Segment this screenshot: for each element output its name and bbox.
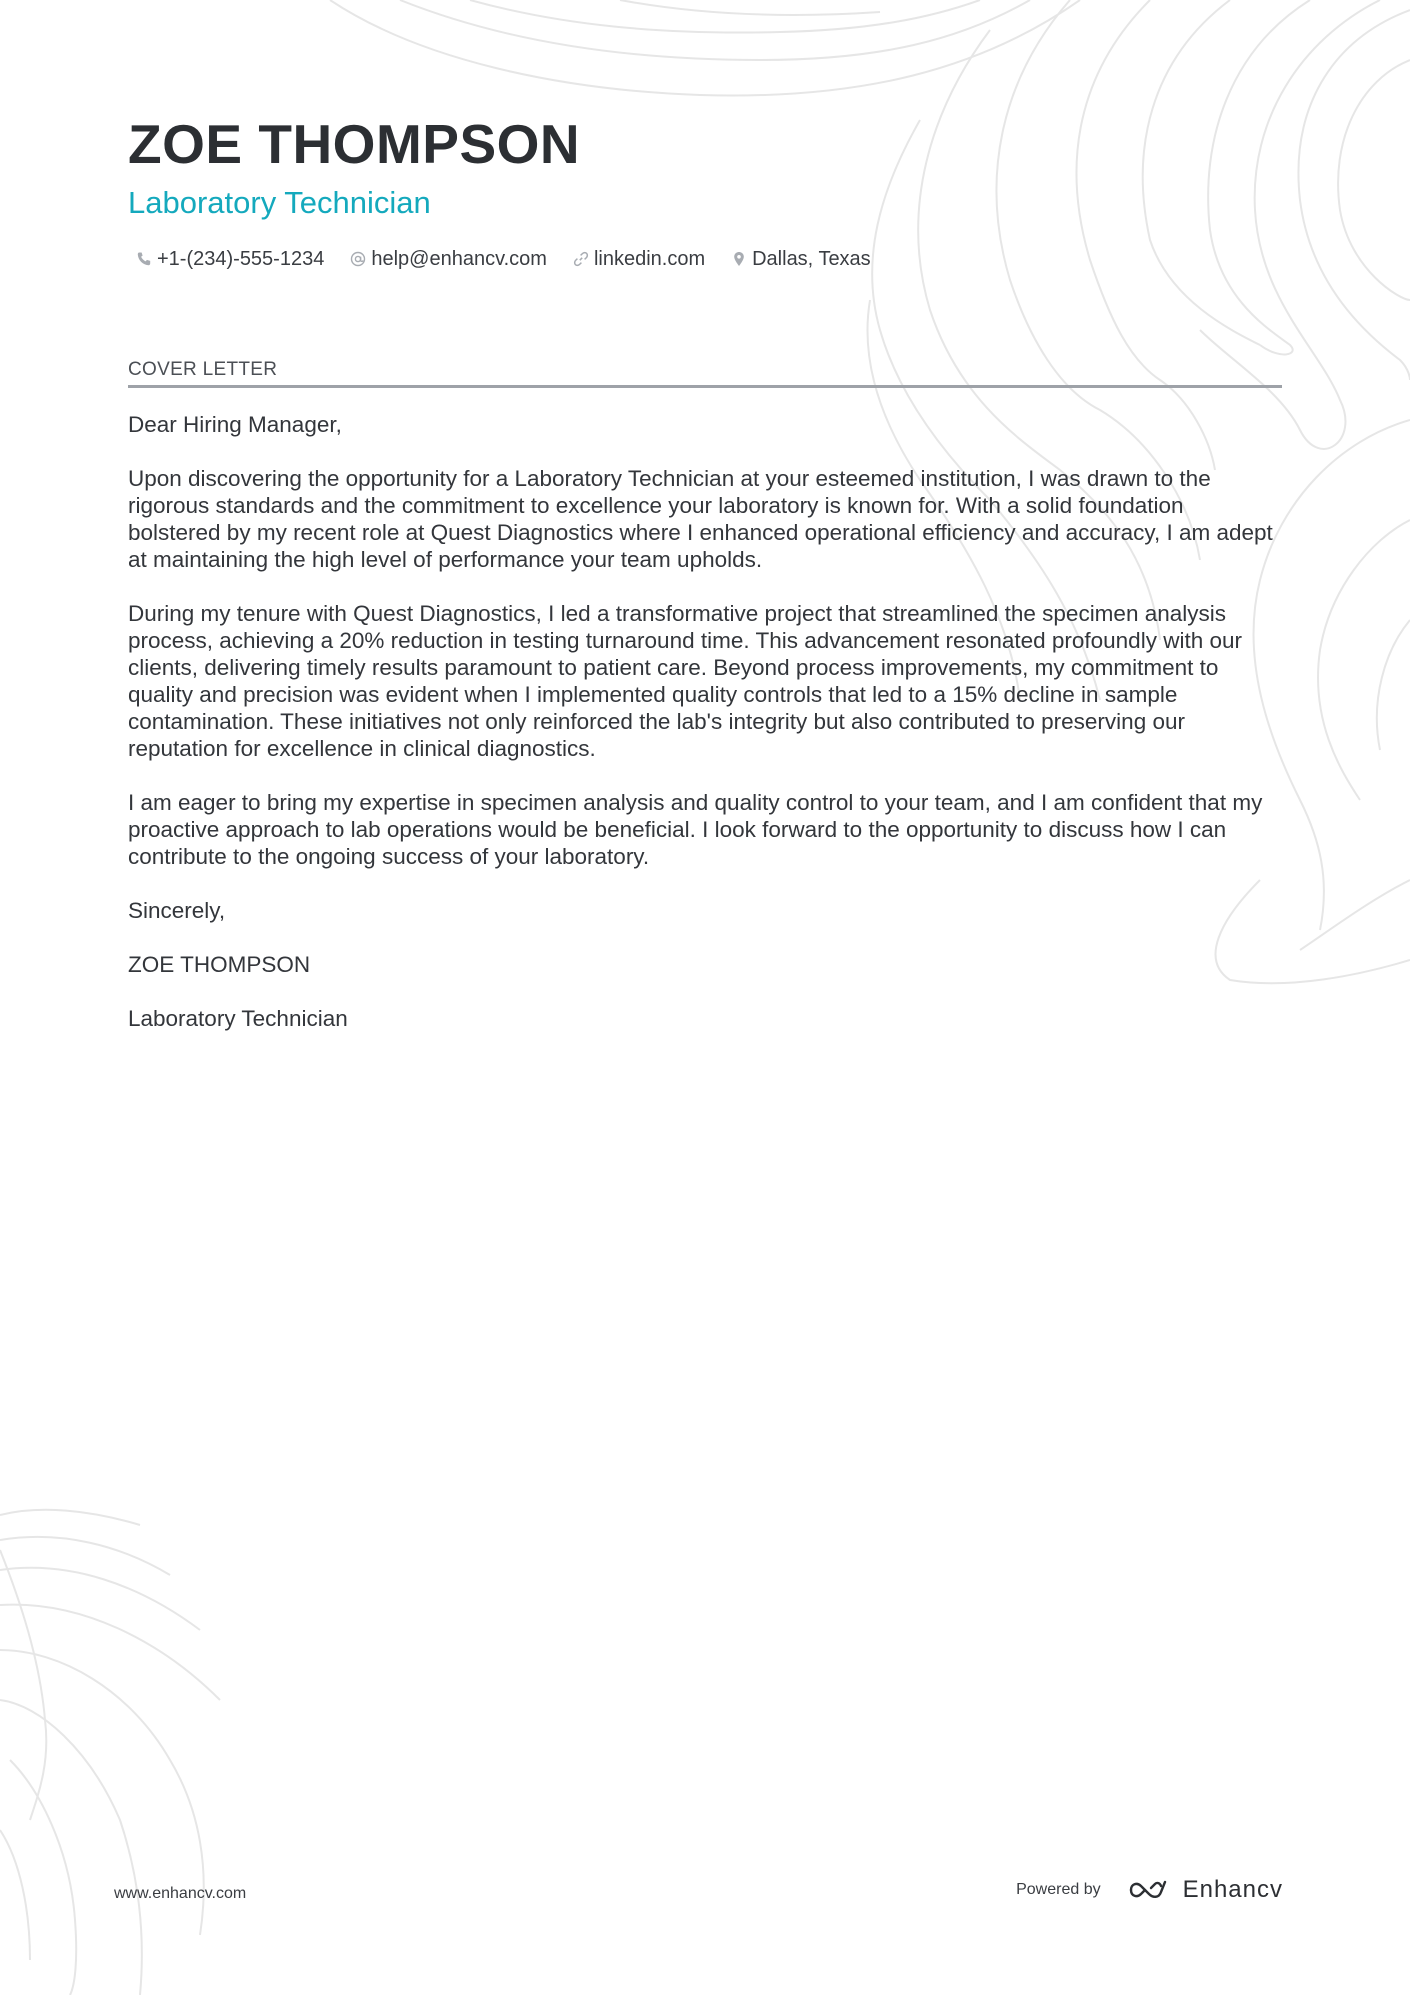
enhancv-logo-icon xyxy=(1127,1878,1171,1902)
contact-link[interactable] xyxy=(573,246,705,272)
contact-phone[interactable] xyxy=(136,246,324,272)
location-text: Dallas, Texas xyxy=(752,248,871,270)
letter-greeting: Dear Hiring Manager, xyxy=(128,412,342,437)
applicant-role: Laboratory Technician xyxy=(128,185,431,220)
footer-website-link[interactable]: www.enhancv.com xyxy=(114,1885,247,1902)
powered-by-label: Powered by xyxy=(1016,1881,1101,1898)
applicant-name: ZOE THOMPSON xyxy=(128,113,581,175)
letter-body xyxy=(128,411,1282,1059)
contact-location xyxy=(731,246,871,272)
email-text: help@enhancv.com xyxy=(371,248,547,270)
letter-paragraph: During my tenure with Quest Diagnostics, I led a transformative project that streamlined the specimen analysis process, achieving a 20% reduction in testing turnaround time. This advancement resonated profoundly with our clients, delivering timely results paramount to patient care. Beyond process improvements, my commitment to quality and precision was evident when I implemented quality controls that led to a 15% decline in sample contamination. These initiatives not only reinforced the lab's integrity but also contributed to preserving our reputation for excellence in clinical diagnostics. xyxy=(128,601,1242,761)
letter-paragraph: Upon discovering the opportunity for a Laboratory Technician at your esteemed institution, I was drawn to the rigorous standards and the commitment to excellence your laboratory is known for. With a solid foundation bolstered by my recent role at Quest Diagnostics where I enhanced operational efficiency and accuracy, I am adept at maintaining the high level of performance your team upholds. xyxy=(128,466,1273,572)
contact-row xyxy=(136,246,897,272)
signature-name: ZOE THOMPSON xyxy=(128,952,311,977)
at-icon xyxy=(350,251,366,267)
signature-title: Laboratory Technician xyxy=(128,1006,348,1031)
link-icon xyxy=(573,251,589,267)
phone-text: +1-(234)-555-1234 xyxy=(157,248,325,270)
link-text: linkedin.com xyxy=(593,248,706,270)
brand-name: Enhancv xyxy=(1182,1876,1283,1903)
section-title-cover-letter: COVER LETTER xyxy=(128,358,1282,388)
letter-paragraph: I am eager to bring my expertise in specimen analysis and quality control to your team, and I am confident that my proactive approach to lab operations would be beneficial. I look forward to the opportunity to discuss how I can contribute to the ongoing success of your laboratory. xyxy=(128,790,1263,869)
contact-email[interactable] xyxy=(350,246,547,272)
phone-icon xyxy=(136,251,152,267)
location-pin-icon xyxy=(731,251,747,267)
letter-closing: Sincerely, xyxy=(128,898,226,923)
footer-branding[interactable] xyxy=(1016,1876,1283,1904)
